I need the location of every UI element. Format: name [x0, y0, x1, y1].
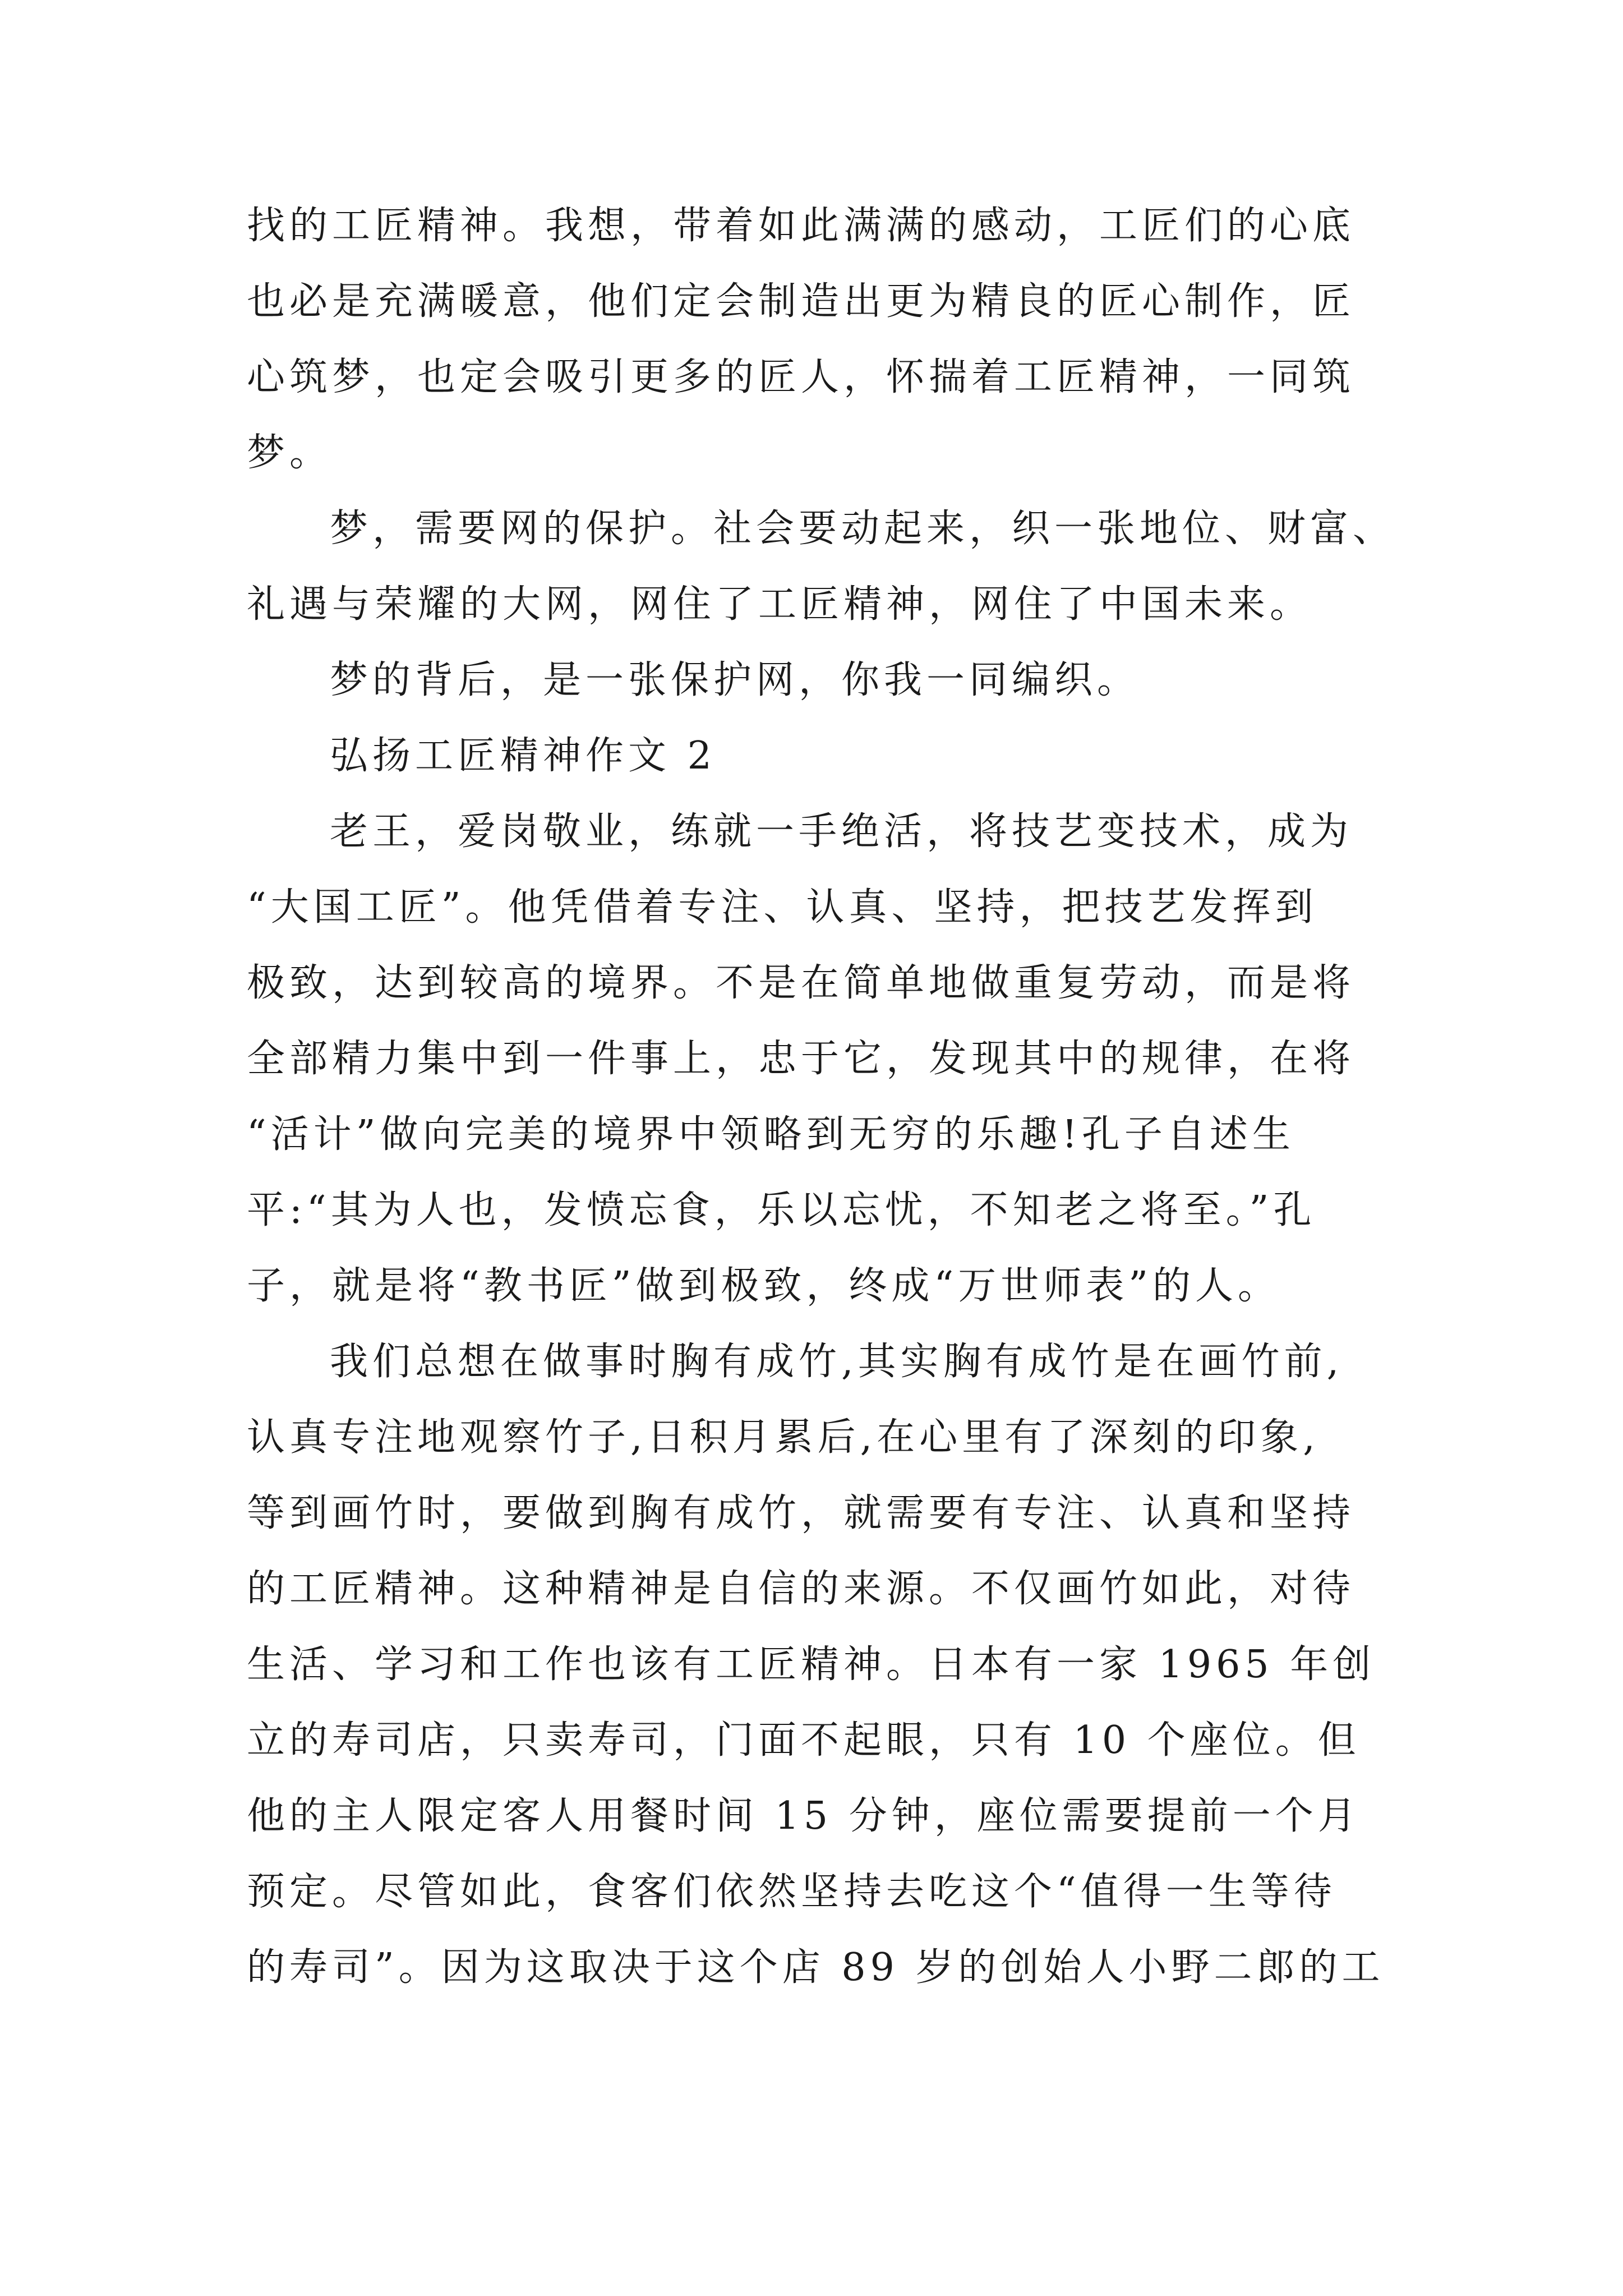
text-line: 梦，需要网的保护。社会要动起来，织一张地位、财富、: [330, 507, 1396, 551]
text-line: 的寿司”。因为这取决于这个店 89 岁的创始人小野二郎的工: [247, 1945, 1385, 1990]
text-line: 他的主人限定客人用餐时间 15 分钟，座位需要提前一个月: [247, 1794, 1361, 1838]
text-line: 认真专注地观察竹子,日积月累后,在心里有了深刻的印象,: [247, 1415, 1320, 1460]
text-line: 老王，爱岗敬业，练就一手绝活，将技艺变技术，成为: [330, 809, 1353, 854]
text-line: 也必是充满暖意，他们定会制造出更为精良的匠心制作，匠: [247, 279, 1355, 324]
text-line: 立的寿司店，只卖寿司，门面不起眼，只有 10 个座位。但: [247, 1718, 1361, 1763]
text-line: 梦的背后，是一张保护网，你我一同编织。: [330, 658, 1140, 702]
essay-body: [247, 188, 1402, 2005]
text-line: 找的工匠精神。我想，带着如此满满的感动，工匠们的心底: [247, 204, 1355, 248]
text-line: 预定。尽管如此，食客们依然坚持去吃这个“值得一生等待: [247, 1870, 1336, 1914]
text-line: 全部精力集中到一件事上，忠于它，发现其中的规律，在将: [247, 1037, 1355, 1081]
text-line: 梦。: [247, 431, 333, 475]
text-line: 礼遇与荣耀的大网，网住了工匠精神，网住了中国未来。: [247, 582, 1313, 627]
text-line: “大国工匠”。他凭借着专注、认真、坚持，把技艺发挥到: [247, 885, 1318, 930]
text-line: “活计”做向完美的境界中领略到无穷的乐趣!孔子自述生: [247, 1112, 1295, 1157]
text-line: 我们总想在做事时胸有成竹,其实胸有成竹是在画竹前,: [330, 1340, 1344, 1384]
text-line: 平:“其为人也，发愤忘食，乐以忘忧，不知老之将至。”孔: [247, 1188, 1316, 1232]
text-line: 等到画竹时，要做到胸有成竹，就需要有专注、认真和坚持: [247, 1491, 1355, 1535]
text-line: 弘扬工匠精神作文 2: [330, 734, 716, 778]
text-line: 生活、学习和工作也该有工匠精神。日本有一家 1965 年创: [247, 1642, 1376, 1687]
text-line: 心筑梦，也定会吸引更多的匠人，怀揣着工匠精神，一同筑: [247, 355, 1355, 399]
text-line: 极致，达到较高的境界。不是在简单地做重复劳动，而是将: [247, 961, 1355, 1005]
text-line: 子，就是将“教书匠”做到极致，终成“万世师表”的人。: [247, 1264, 1281, 1308]
text-line: 的工匠精神。这种精神是自信的来源。不仅画竹如此，对待: [247, 1567, 1355, 1611]
